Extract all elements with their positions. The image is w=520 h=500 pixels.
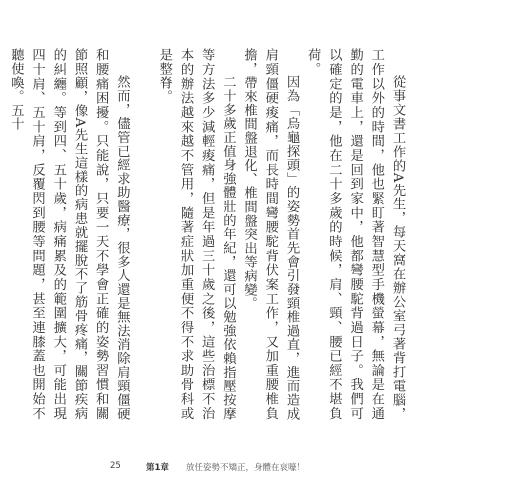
- body-text: [5, 48, 408, 420]
- paragraph-4: 然而，儘管已經求助醫療，很多人還是無法消除肩頸僵硬和腰痛困擾。只能說，只要一天不學會正確的姿勢習慣和關節照顧，像A先生這樣的病患就擺脫不了筋骨疼痛，關節疾病的糾纏。等到四、五十歲，病痛累及的範圍擴大，可能出現四十肩、五十肩，反覆閃到腰等問題，甚至連膝蓋也開始不聽使喚。五十: [8, 48, 130, 420]
- paragraph-2: 因為「烏龜探頭」的姿勢首先會引發頸椎過直，進而造成肩頸僵硬痠痛，而長時間彎腰駝背伏案工作，又加重腰椎負擔，帶來椎間盤退化、椎間盤突出等病變。: [241, 48, 299, 420]
- page-number: 25: [110, 461, 121, 471]
- chapter-label: 第1章: [146, 463, 169, 473]
- chapter-title: 放任姿勢不矯正，身體在哀嚎！: [186, 463, 306, 473]
- paragraph-1: 從事文書工作的A先生，每天窩在辦公室弓著背打電腦，工作以外的時間，他也緊盯著智慧型手機螢幕，無論是在通勤的電車上，還是回到家中，他都彎腰駝背過日子。我們可以確定的是，他在二十多歲的時候，肩、頸、腰已經不堪負荷。: [305, 48, 405, 420]
- paragraph-3: 二十多歲正值身強體壯的年紀，還可以勉強依賴指壓按摩等方法多少減輕痠痛，但是年過三十歲之後，這些治標不治本的辦法越來越不管用，隨著症狀加重便不得不求助骨科或是整脊。: [156, 48, 236, 420]
